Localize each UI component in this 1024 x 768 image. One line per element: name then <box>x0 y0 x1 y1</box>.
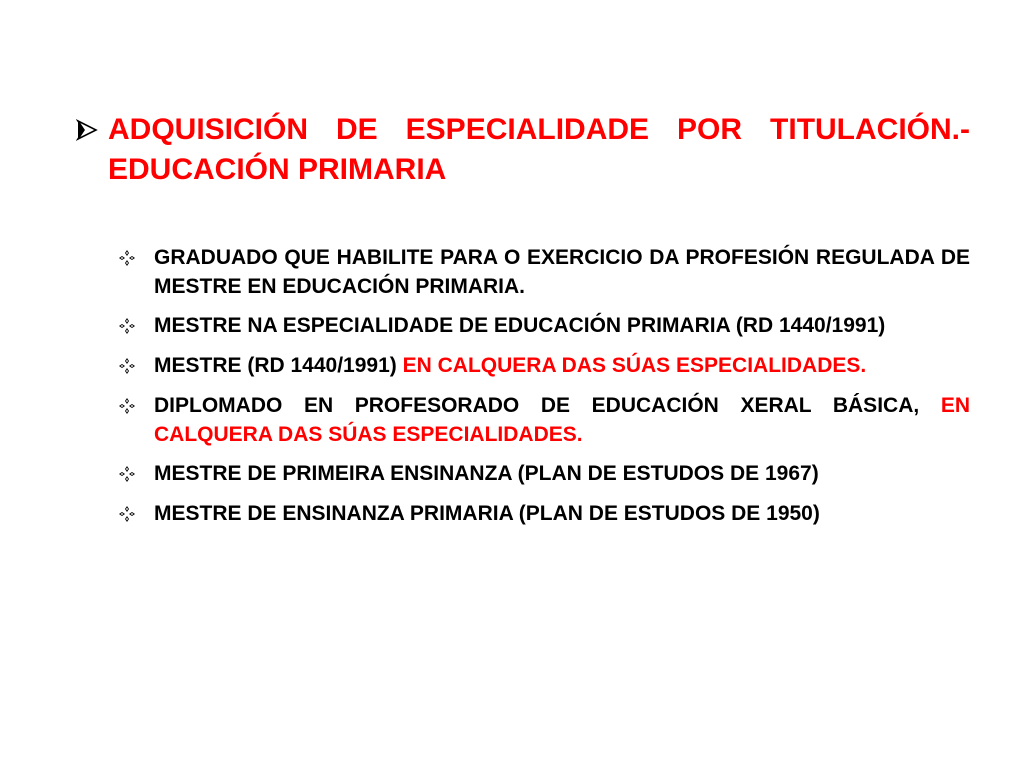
list-item-text <box>154 311 970 340</box>
list-item <box>118 243 970 301</box>
list-item <box>118 311 970 341</box>
four-diamond-bullet-icon <box>118 243 154 273</box>
list-item-main-text: MESTRE NA ESPECIALIDADE DE EDUCACIÓN PRIMARIA (RD 1440/1991) <box>154 314 886 337</box>
list-item <box>118 459 970 489</box>
list-item <box>118 351 970 381</box>
list-item <box>118 499 970 529</box>
four-diamond-bullet-icon <box>118 391 154 421</box>
qualification-list <box>118 243 970 539</box>
list-item-main-text: MESTRE DE ENSINANZA PRIMARIA (PLAN DE ESTUDOS DE 1950) <box>154 502 820 525</box>
list-item-highlight-text: EN CALQUERA DAS SÚAS ESPECIALIDADES. <box>154 394 970 446</box>
four-diamond-bullet-icon <box>118 459 154 489</box>
list-item-text <box>154 499 970 528</box>
list-item-main-text: GRADUADO QUE HABILITE PARA O EXERCICIO DA PROFESIÓN REGULADA DE MESTRE EN EDUCACIÓN PRIMARIA. <box>154 246 970 298</box>
list-item-main-text: DIPLOMADO EN PROFESORADO DE EDUCACIÓN XERAL BÁSICA, <box>154 394 941 417</box>
list-item-text <box>154 351 970 380</box>
slide-title: ADQUISICIÓN DE ESPECIALIDADE POR TITULACIÓN.- EDUCACIÓN PRIMARIA <box>108 113 970 186</box>
slide-heading <box>76 110 970 190</box>
list-item <box>118 391 970 449</box>
list-item-main-text: MESTRE (RD 1440/1991) <box>154 354 403 377</box>
four-diamond-bullet-icon <box>118 499 154 529</box>
list-item-text <box>154 391 970 449</box>
list-item-text <box>154 459 970 488</box>
list-item-text <box>154 243 970 301</box>
four-diamond-bullet-icon <box>118 311 154 341</box>
list-item-main-text: MESTRE DE PRIMEIRA ENSINANZA (PLAN DE ESTUDOS DE 1967) <box>154 462 819 485</box>
arrowhead-bullet-icon <box>76 110 108 150</box>
list-item-highlight-text: EN CALQUERA DAS SÚAS ESPECIALIDADES. <box>402 354 867 377</box>
four-diamond-bullet-icon <box>118 351 154 381</box>
